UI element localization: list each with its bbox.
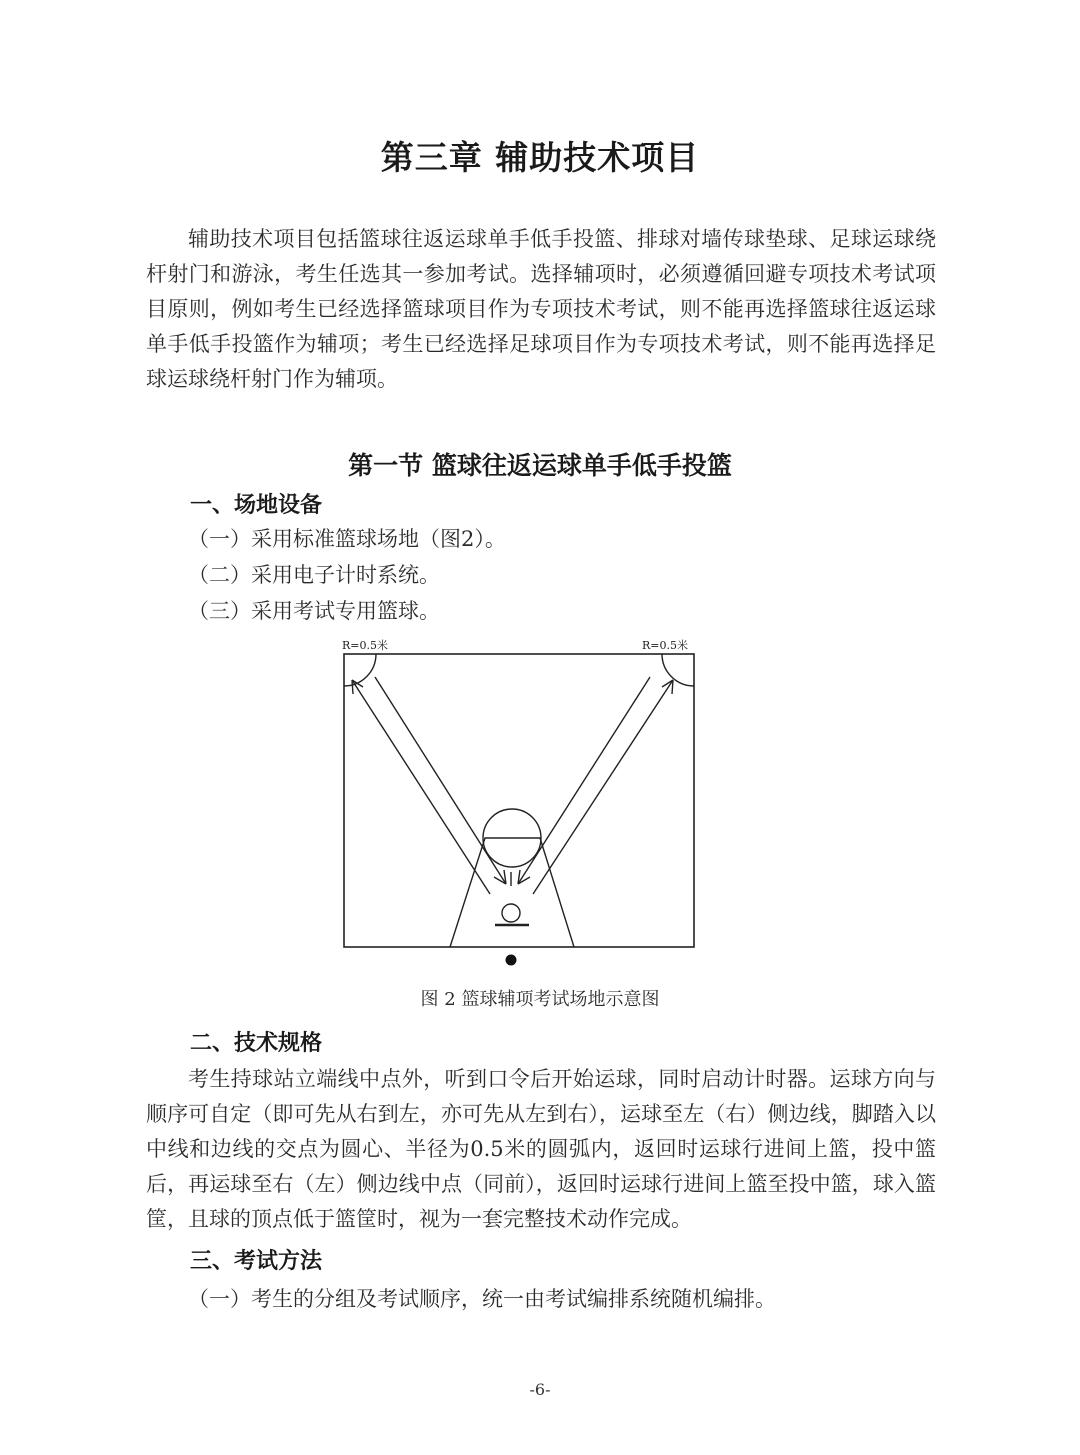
key-area [450,838,574,947]
venue-item-1: （一）采用标准篮球场地（图2）。 [188,527,506,551]
right-route-outbound [533,680,673,894]
venue-item-2: （二）采用电子计时系统。 [188,563,440,587]
method-heading: 三、考试方法 [190,1249,323,1274]
section-title: 第一节 篮球往返运球单手低手投篮 [348,451,732,480]
chapter-title: 第三章 辅助技术项目 [380,138,700,177]
left-radius-label: R=0.5米 [342,639,388,652]
figure-caption: 图 2 篮球辅项考试场地示意图 [420,989,660,1010]
specs-heading: 二、技术规格 [190,1031,323,1056]
venue-item-3: （三）采用考试专用篮球。 [188,599,440,623]
court-diagram-svg [330,632,710,972]
left-route-return [375,677,506,884]
page-number: -6- [529,1380,551,1399]
court-diagram [330,632,710,972]
right-radius-label: R=0.5米 [642,639,688,652]
specs-paragraph: 考生持球站立端线中点外，听到口令后开始运球，同时启动计时器。运球方向与顺序可自定（即可先从右到左，亦可先从左到右），运球至左（右）侧边线，脚踏入以中线和边线的交点为圆心、半径为0.5米的圆弧内，返回时运球行进间上篮，投中篮后，再运球至右（左）侧边线中点（同前），返回时运球行进间上篮至投中篮，球入篮筐，且球的顶点低于篮筐时，视为一套完整技术动作完成。 [146,1067,936,1231]
left-corner-arc [344,654,376,686]
right-route-return [518,677,650,884]
start-point-dot [506,955,517,966]
method-item-1: （一）考生的分组及考试顺序，统一由考试编排系统随机编排。 [188,1287,776,1311]
venue-heading: 一、场地设备 [190,493,323,518]
basket-ring [502,904,520,922]
left-route-outbound [352,680,490,894]
court-boundary [344,654,694,947]
right-corner-arc [662,654,694,686]
intro-paragraph: 辅助技术项目包括篮球往返运球单手低手投篮、排球对墙传球垫球、足球运球绕杆射门和游泳，考生任选其一参加考试。选择辅项时，必须遵循回避专项技术考试项目原则，例如考生已经选择篮球项目作为专项技术考试，则不能再选择篮球往返运球单手低手投篮作为辅项；考生已经选择足球项目作为专项技术考试，则不能再选择足球运球绕杆射门作为辅项。 [146,227,936,391]
